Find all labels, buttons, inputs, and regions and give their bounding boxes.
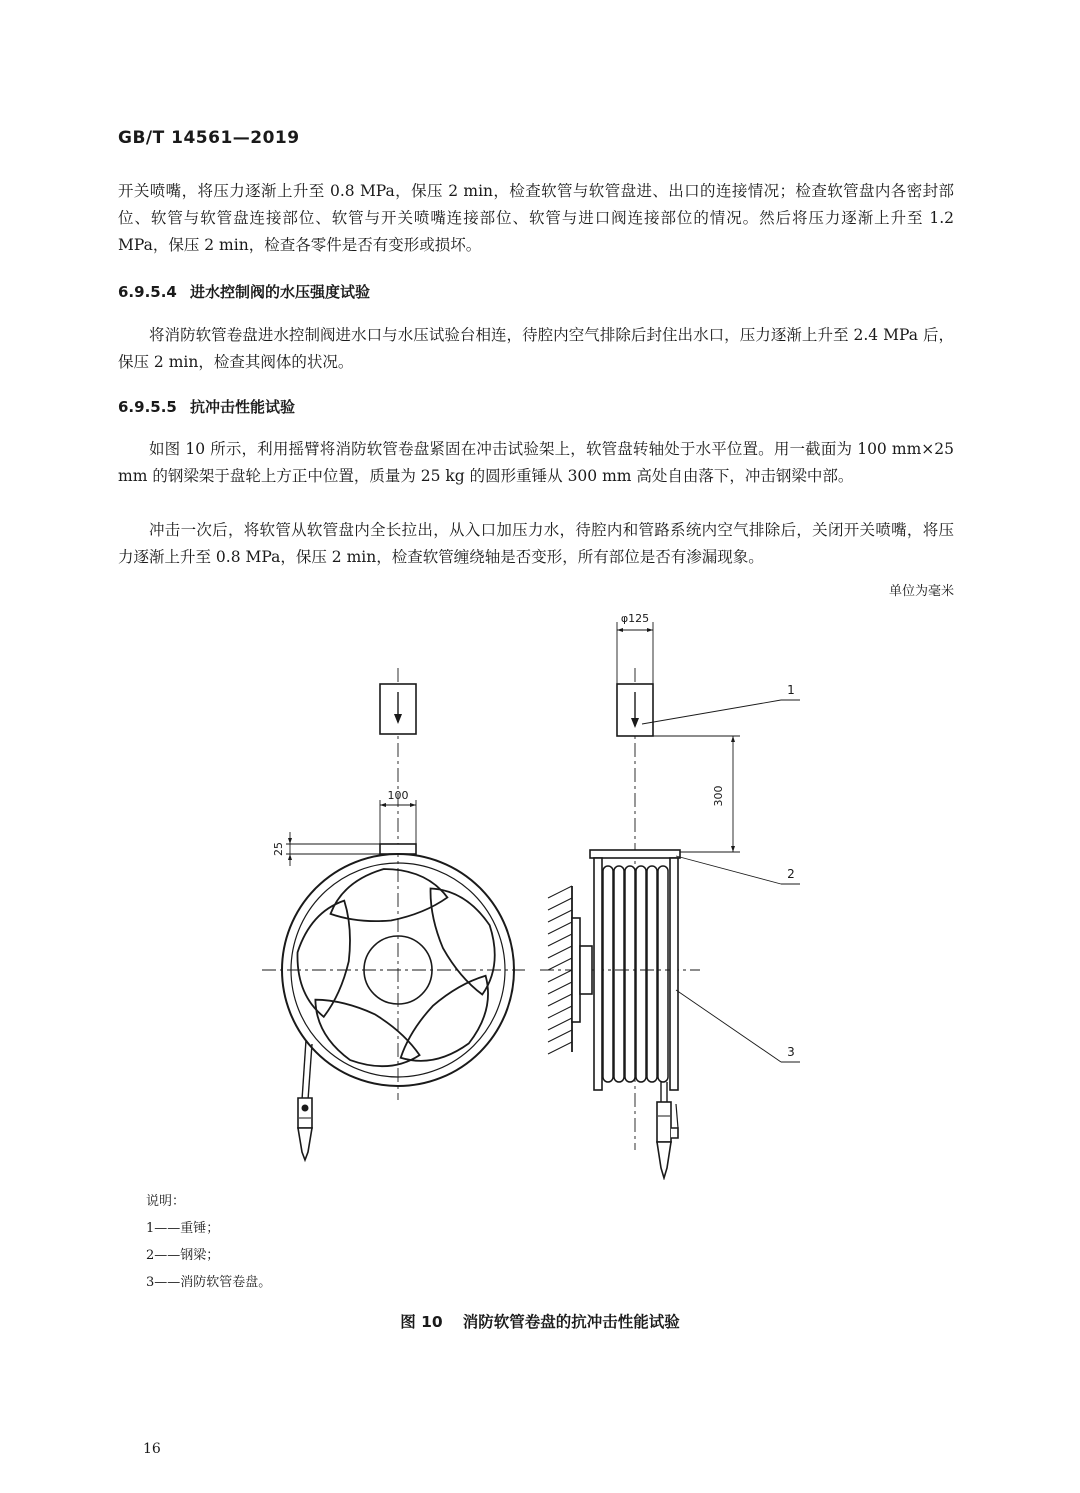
reel-flange-right: [670, 858, 678, 1090]
front-view: [262, 668, 525, 1160]
reel-flange-left: [594, 858, 602, 1090]
clause-number: 6.9.5.5: [118, 398, 177, 416]
callout-2: 2: [787, 867, 795, 881]
legend-item: 1——重锤；: [146, 1221, 220, 1236]
paragraph-6955-b: 冲击一次后，将软管从软管盘内全长拉出，从入口加压力水，待腔内和管路系统内空气排除后，关闭开关喷嘴，将压力逐渐上升至 0.8 MPa，保压 2 min，检查软管缠绕轴是否变形，所有部位是否有渗漏现象。: [118, 521, 954, 566]
continuation-paragraph: 开关喷嘴，将压力逐渐上升至 0.8 MPa，保压 2 min，检查软管与软管盘进、出口的连接情况；检查软管盘内各密封部位、软管与软管盘连接部位、软管与开关喷嘴连接部位、软管与进口阀连接部位的情况。然后将压力逐渐上升至 1.2 MPa，保压 2 min，检查各零件是否有变形或损坏。: [118, 182, 954, 254]
legend-item: 2——钢梁；: [146, 1248, 220, 1263]
page-number: 16: [143, 1441, 161, 1457]
legend-item: 3——消防软管卷盘。: [146, 1275, 272, 1290]
dim-beam-height-label: 25: [272, 842, 285, 856]
dim-drop-height-label: 300: [712, 785, 725, 807]
figure-number: 图 10: [400, 1313, 443, 1331]
dim-diameter-label: φ125: [620, 612, 650, 625]
callout-leader-3: [676, 990, 781, 1062]
hose-coils: [603, 866, 668, 1082]
unit-note: 单位为毫米: [888, 584, 954, 599]
callout-leader-1: [642, 700, 781, 724]
mounting-plate: [572, 918, 580, 1022]
figure-10-drawing: [0, 600, 1080, 1180]
figure-caption: [0, 1310, 1080, 1332]
standard-code: GB/T 14561—2019: [118, 128, 300, 148]
hose-nozzle-right: [657, 1082, 678, 1178]
side-view: [540, 622, 800, 1178]
callout-3: 3: [787, 1045, 795, 1059]
clause-heading-6955: [118, 396, 295, 417]
steel-beam: [380, 844, 416, 854]
callout-1: 1: [787, 683, 795, 697]
paragraph-6955-a: 如图 10 所示，利用摇臂将消防软管卷盘紧固在冲击试验架上，软管盘转轴处于水平位置。用一截面为 100 mm×25 mm 的钢梁架于盘轮上方正中位置，质量为 25 kg 的圆形重锤从 300 mm 高处自由落下，冲击钢梁中部。: [118, 440, 954, 485]
legend-title: 说明：: [146, 1194, 186, 1209]
clause-title: 抗冲击性能试验: [190, 398, 296, 416]
clause-title: 进水控制阀的水压强度试验: [190, 283, 371, 301]
hose-nozzle-left: [298, 1040, 312, 1160]
callout-leader-2: [676, 856, 781, 884]
clause-number: 6.9.5.4: [118, 283, 177, 301]
figure-title: 消防软管卷盘的抗冲击性能试验: [462, 1313, 680, 1331]
swing-arm: [580, 946, 592, 994]
clause-heading-6954: [118, 281, 370, 302]
paragraph-6954: 将消防软管卷盘进水控制阀进水口与水压试验台相连，待腔内空气排除后封住出水口，压力逐渐上升至 2.4 MPa 后，保压 2 min，检查其阀体的状况。: [118, 326, 954, 371]
dim-beam-width-label: 100: [387, 789, 409, 802]
steel-beam-side: [590, 850, 680, 858]
